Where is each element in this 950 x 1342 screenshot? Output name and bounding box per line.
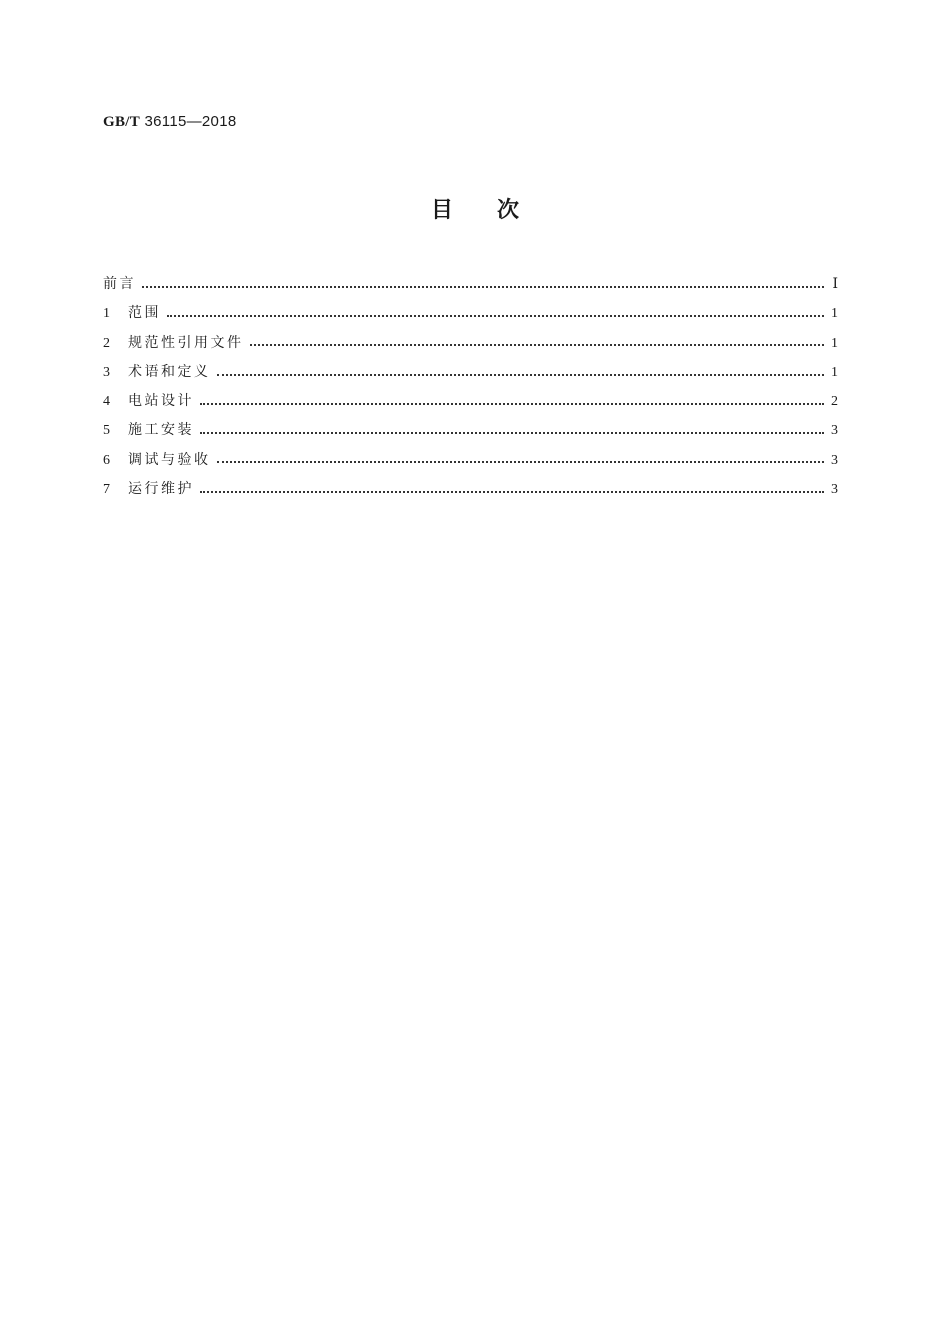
toc-entry-number: 6 xyxy=(103,452,110,468)
toc-entry-scope[interactable] xyxy=(103,299,838,328)
toc-entry-page: 1 xyxy=(831,335,838,351)
toc-entry-number: 4 xyxy=(103,394,110,410)
toc-dot-leader xyxy=(200,491,824,493)
toc-entry-construction-installation[interactable] xyxy=(103,416,838,445)
toc-entry-label: 规范性引用文件 xyxy=(128,334,244,351)
toc-entry-normative-references[interactable] xyxy=(103,329,838,358)
toc-entry-label: 前言 xyxy=(103,276,136,292)
standard-prefix: GB/T xyxy=(103,114,141,130)
toc-entry-page: 1 xyxy=(831,306,838,322)
toc-entry-number: 5 xyxy=(103,423,110,439)
toc-entry-page: 1 xyxy=(831,364,838,380)
toc-entry-label: 施工安装 xyxy=(128,422,194,439)
toc-dot-leader xyxy=(167,315,824,317)
toc-entry-foreword[interactable] xyxy=(103,270,838,299)
toc-dot-leader xyxy=(250,344,825,346)
toc-entry-label: 术语和定义 xyxy=(128,363,211,380)
toc-dot-leader xyxy=(142,286,824,288)
toc-entry-terms-definitions[interactable] xyxy=(103,358,838,387)
toc-entry-station-design[interactable] xyxy=(103,387,838,416)
toc-entry-page: 3 xyxy=(831,423,838,439)
standard-number: 36115—2018 xyxy=(144,113,237,130)
toc-title: 目次 xyxy=(430,198,563,223)
toc-entry-number: 1 xyxy=(103,306,110,322)
toc-dot-leader xyxy=(217,461,825,463)
table-of-contents xyxy=(103,270,838,504)
toc-entry-label: 范围 xyxy=(128,305,161,322)
document-header xyxy=(103,113,236,131)
toc-entry-label: 运行维护 xyxy=(128,481,194,498)
toc-entry-page: Ⅰ xyxy=(832,277,838,292)
toc-entry-number: 3 xyxy=(103,364,110,380)
toc-dot-leader xyxy=(200,403,824,405)
toc-dot-leader xyxy=(217,374,825,376)
toc-entry-commissioning-acceptance[interactable] xyxy=(103,446,838,475)
toc-entry-page: 3 xyxy=(831,452,838,468)
toc-entry-page: 2 xyxy=(831,394,838,410)
toc-dot-leader xyxy=(200,432,824,434)
toc-entry-number: 7 xyxy=(103,482,110,498)
toc-entry-number: 2 xyxy=(103,335,110,351)
toc-entry-operation-maintenance[interactable] xyxy=(103,475,838,504)
toc-entry-label: 电站设计 xyxy=(128,393,194,410)
toc-entry-label: 调试与验收 xyxy=(128,451,211,468)
toc-entry-page: 3 xyxy=(831,482,838,498)
